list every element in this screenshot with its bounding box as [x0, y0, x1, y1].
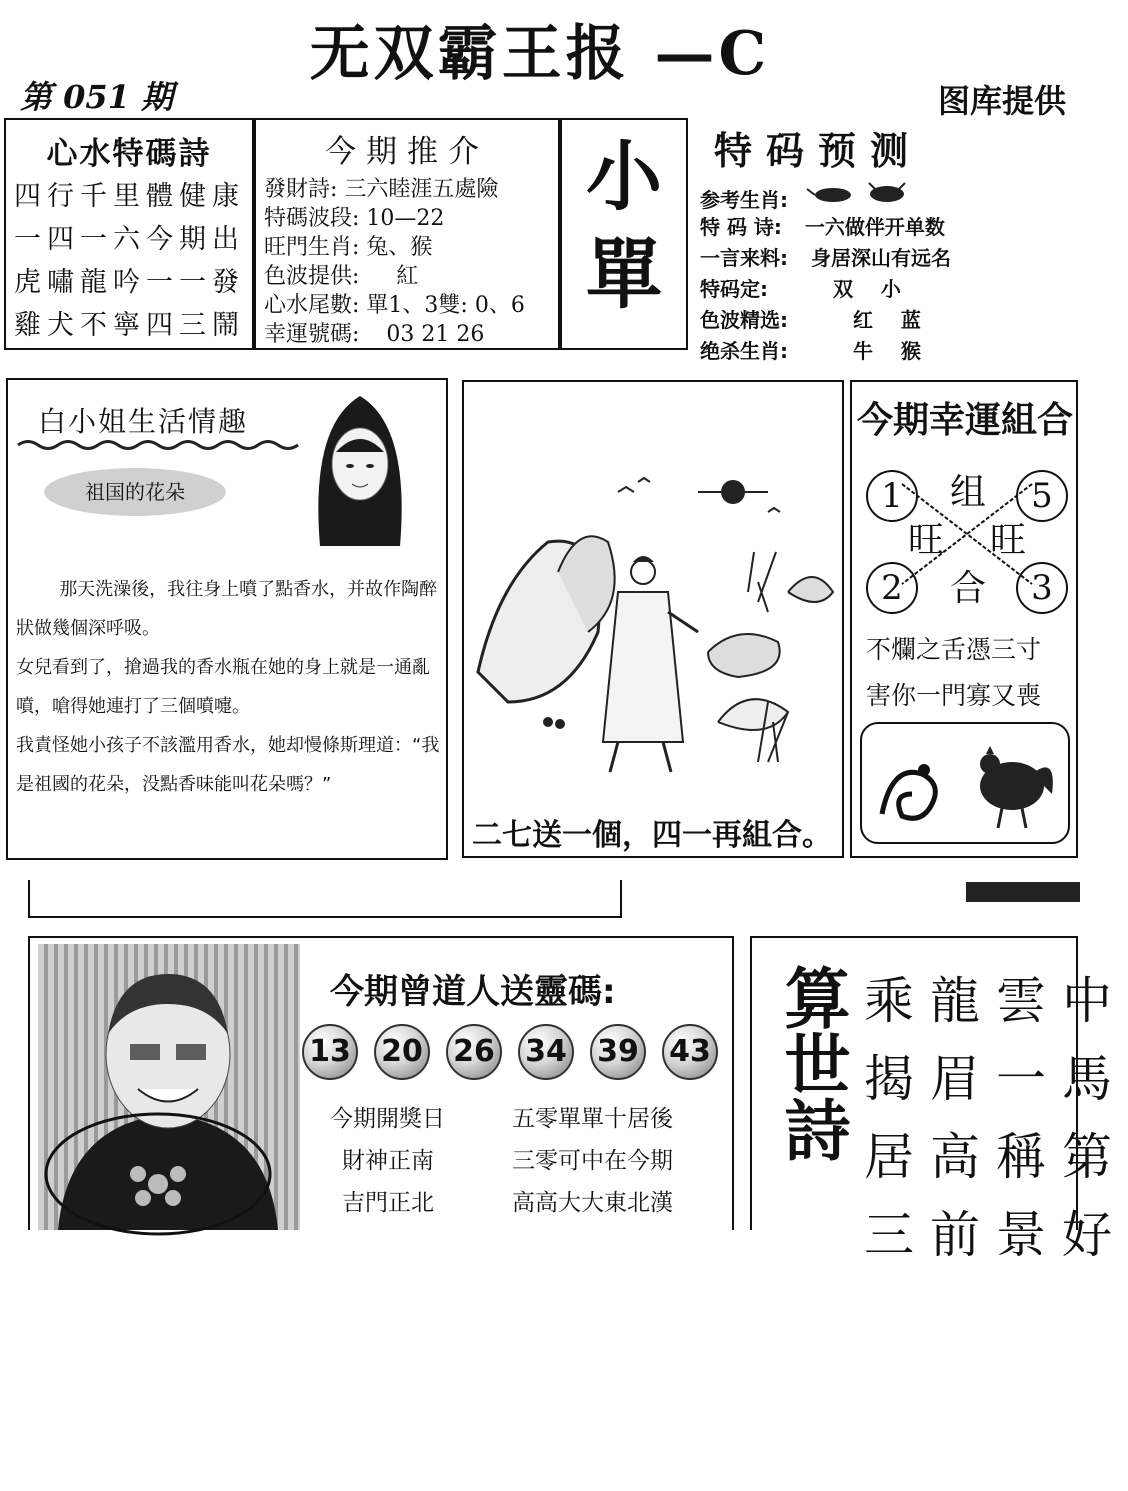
prediction-row: 特码定: 双 小	[700, 277, 901, 301]
rat-ox-icon	[805, 181, 915, 207]
story-title: 白小姐生活情趣	[38, 405, 249, 438]
info-line: 五零單單十居後	[512, 1106, 673, 1132]
number-ball: 20	[374, 1024, 430, 1080]
calc-poem-line: 三前景好	[864, 1206, 1128, 1264]
calc-poem-line: 揭眉一馬	[864, 1050, 1128, 1108]
number-ball: 43	[662, 1024, 718, 1080]
provider-credit: 图库提供	[937, 82, 1066, 120]
wavy-underline-icon	[18, 438, 298, 452]
combo-number: 5	[1016, 470, 1068, 522]
man-portrait-image	[38, 944, 300, 1230]
combo-line: 害你一門寡又喪	[866, 681, 1042, 710]
recommend-row: 特碼波段: 10—22	[264, 206, 445, 231]
prediction-row: 绝杀生肖: 牛 猴	[700, 339, 921, 363]
small-single-box	[560, 118, 688, 350]
prediction-row: 参考生肖:	[700, 181, 1076, 212]
lucky-numbers-box	[28, 936, 734, 1230]
rooster-icon	[980, 746, 1053, 828]
poem-line: 虎嘯龍吟一一發	[14, 267, 245, 298]
combo-char: 合	[950, 568, 987, 609]
scholar-landscape-image	[468, 462, 838, 782]
lucky-numbers-title: 今期曾道人送靈碼:	[330, 972, 616, 1012]
illustration-box	[462, 380, 844, 858]
prediction-title: 特码预测	[714, 129, 923, 173]
prediction-row: 特 码 诗: 一六做伴开单数	[700, 215, 945, 239]
issue-number: 第 051 期	[20, 78, 174, 116]
story-paragraph: 女兒看到了，搶過我的香水瓶在她的身上就是一通亂噴，嗆得她連打了三個噴嚏。	[16, 657, 430, 717]
calc-poem-line: 居高稱第	[864, 1128, 1128, 1186]
prediction-panel	[700, 118, 1076, 363]
combo-char: 组	[950, 472, 987, 513]
recommend-box	[254, 118, 560, 350]
info-line: 財神正南	[342, 1148, 434, 1174]
prediction-row: 一言来料: 身居深山有远名	[700, 246, 951, 270]
zodiac-icons	[805, 188, 915, 212]
combo-number: 1	[866, 470, 918, 522]
small-label: 小	[586, 132, 662, 221]
calc-poem-line: 乘龍雲中	[864, 972, 1128, 1030]
calc-poem-box	[750, 936, 1128, 1264]
combo-line: 不爛之舌憑三寸	[866, 635, 1042, 664]
masthead-title: 无双霸王报 —C	[309, 19, 771, 89]
poem-title: 心水特碼詩	[46, 136, 212, 172]
story-paragraph: 那天洗澡後，我往身上噴了點香水，并故作陶醉狀做幾個深呼吸。	[16, 579, 438, 639]
poem-line: 四行千里體健康	[14, 181, 245, 212]
recommend-row: 旺門生肖: 兔、猴	[264, 235, 433, 260]
info-line: 吉門正北	[342, 1190, 434, 1216]
calc-poem-title: 算世詩	[773, 964, 851, 1162]
info-line: 三零可中在今期	[512, 1148, 673, 1174]
cropped-strip	[0, 880, 1080, 920]
dragon-icon	[882, 764, 935, 818]
combo-number: 3	[1016, 562, 1068, 614]
combo-char: 旺	[990, 520, 1027, 561]
info-line: 高高大大東北漢	[512, 1190, 673, 1216]
combo-char: 旺	[908, 520, 945, 561]
story-paragraph: 我責怪她小孩子不該濫用香水，她却慢條斯理道：“我是祖國的花朵，没點香味能叫花朵嗎？”	[16, 735, 440, 795]
ball-row	[294, 1024, 726, 1080]
portrait-image	[300, 386, 420, 556]
recommend-row: 幸運號碼: 03 21 26	[264, 322, 485, 347]
combo-number: 2	[866, 562, 918, 614]
poem-line: 雞犬不寧四三鬧	[14, 310, 245, 341]
number-ball: 34	[518, 1024, 574, 1080]
poem-line: 一四一六今期出	[14, 224, 245, 255]
prediction-row: 色波精选: 红 蓝	[700, 308, 921, 332]
story-text	[16, 570, 440, 804]
lucky-combo-title: 今期幸運組合	[856, 399, 1073, 441]
number-ball: 39	[590, 1024, 646, 1080]
illustration-caption: 二七送一個，四一再組合。	[472, 818, 832, 853]
recommend-row: 色波提供: 紅	[264, 264, 419, 289]
recommend-row: 心水尾數: 單1、3雙: 0、6	[264, 293, 525, 318]
recommend-row: 發財詩: 三六睦涯五處險	[264, 177, 499, 202]
recommend-title: 今期推介	[325, 134, 489, 170]
number-ball: 26	[446, 1024, 502, 1080]
lucky-combo-box	[850, 380, 1078, 858]
dragon-rooster-frame	[860, 722, 1070, 844]
story-box	[6, 378, 448, 860]
number-ball: 13	[302, 1024, 358, 1080]
info-line: 今期開獎日	[330, 1106, 445, 1132]
single-label: 單	[586, 230, 662, 319]
poem-box	[4, 118, 254, 350]
story-subtitle: 祖国的花朵	[44, 468, 226, 516]
